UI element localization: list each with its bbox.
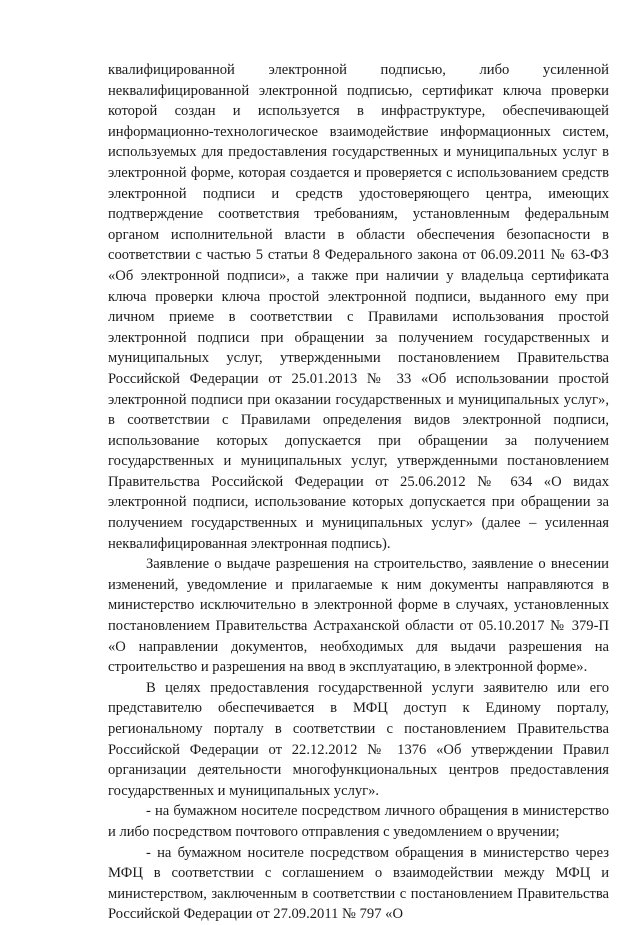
paragraph-3: В целях предоставления государственной услуги заявителю или его представителю обеспечивается в МФЦ доступ к Единому порталу, региональному порталу в соответствии с постановлением Правительства Российской Федерации от 22.12.2012 № 1376 «Об утверждении Правил организации деятельности многофункциональных центров предоставления государственных и муниципальных услуг». [108,679,609,799]
paragraph-1: квалифицированной электронной подписью, либо усиленной неквалифицированной электронной подписью, сертификат ключа проверки которой создан и используется в инфраструктуре, обеспечивающей информационно-технологическое взаимодействие информационных систем, используемых для предоставления государственных и муниципальных услуг в электронной форме, которая создается и проверяется с использованием средств электронной подписи и средств удостоверяющего центра, имеющих подтверждение соответствия требованиям, установленным федеральным органом исполнительной власти в области обеспечения безопасности в соответствии с частью 5 статьи 8 Федерального закона от 06.09.2011 № 63-ФЗ «Об электронной подписи», а также при наличии у владельца сертификата ключа проверки ключа простой электронной подписи, выданного ему при личном приеме в соответствии с Правилами использования простой электронной подписи при обращении за получением государственных и муниципальных услуг, утвержденными постановлением Правительства Российской Федерации от 25.01.2013 № 33 «Об использовании простой электронной подписи при оказании государственных и муниципальных услуг», в соответствии с Правилами определения видов электронной подписи, использование которых допускается при обращении за получением государственных и муниципальных услуг, утвержденными постановлением Правительства Российской Федерации от 25.06.2012 № 634 «О видах электронной подписи, использование которых допускается при обращении за получением государственных и муниципальных услуг» (далее – усиленная неквалифицированная электронная подпись). [108,62,609,552]
paragraph-4: - на бумажном носителе посредством личного обращения в министерство и либо посредством почтового отправления с уведомлением о вручении; [108,803,609,840]
document-page [108,60,609,925]
paragraph-5: - на бумажном носителе посредством обращения в министерство через МФЦ в соответствии с соглашением о взаимодействии между МФЦ и министерством, заключенным в соответствии с постановлением Правительства Российской Федерации от 27.09.2011 № 797 «О [108,844,609,923]
paragraph-2: Заявление о выдаче разрешения на строительство, заявление о внесении изменений, уведомление и прилагаемые к ним документы направляются в министерство исключительно в электронной форме в случаях, установленных постановлением Правительства Астраханской области от 05.10.2017 № 379-П «О направлении документов, необходимых для выдачи разрешения на строительство и разрешения на ввод в эксплуатацию, в электронной форме». [108,556,609,676]
